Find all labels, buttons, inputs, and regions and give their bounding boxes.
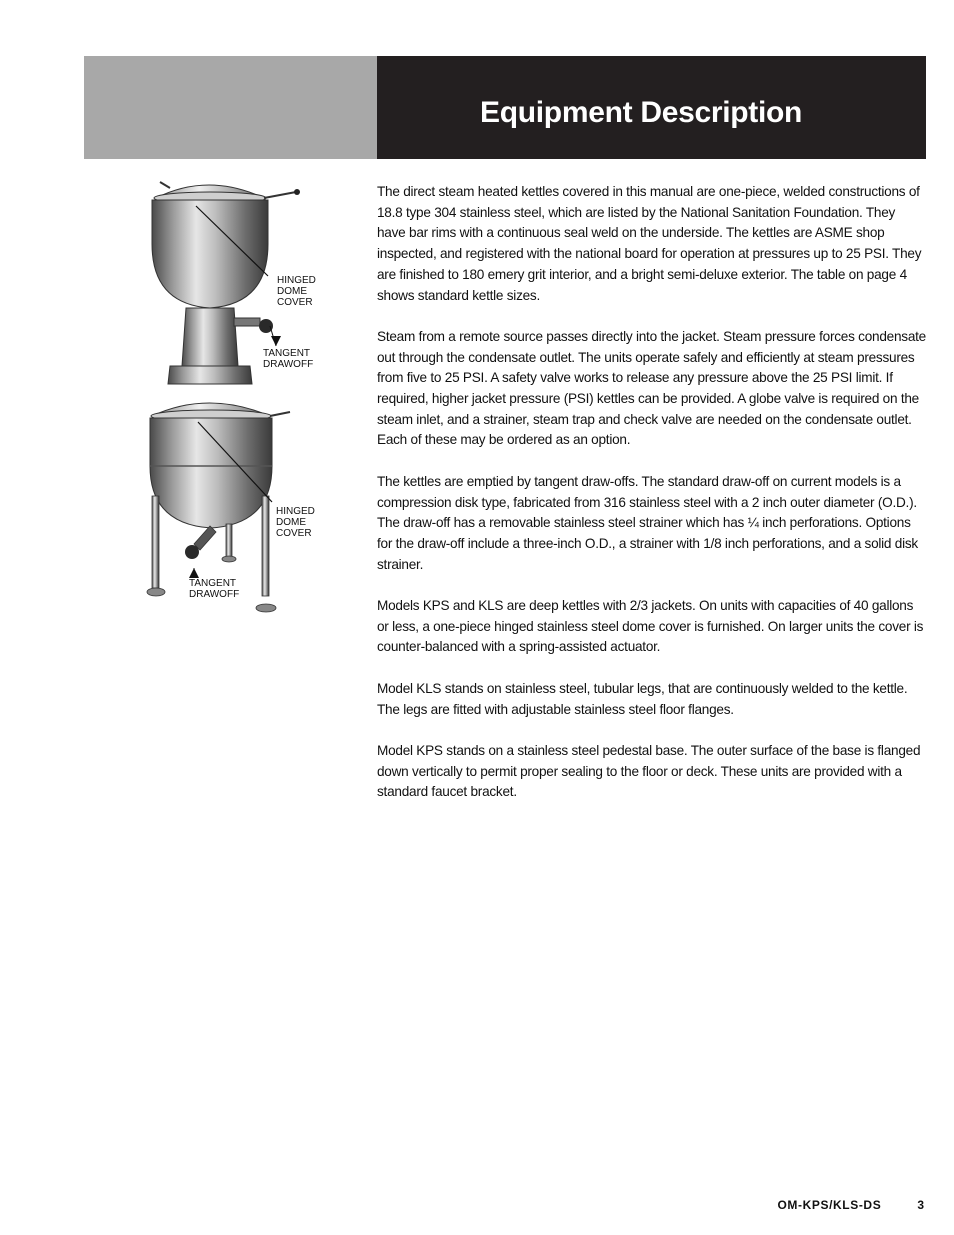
paragraph-kps: Model KPS stands on a stainless steel pedestal base. The outer surface of the base is flanged down vertically to permit proper sealing to the floor or deck. These units are provided with a standard faucet bracket. [377,742,921,800]
paragraph-kls: Model KLS stands on stainless steel, tubular legs, that are continuously welded to the kettle. The legs are fitted with adjustable stainless steel floor flanges. [377,680,908,717]
bottom-drawoff-label-line2: DRAWOFF [189,589,240,600]
bottom-cover-label-line3: COVER [276,528,312,539]
header-dark-band [377,56,926,159]
kettle-illustration [140,176,340,616]
kettle-figure [140,176,340,616]
header-gray-band [84,56,377,159]
top-drawoff-label-line1: TANGENT [263,348,311,359]
top-cover-label-line1: HINGED [277,275,316,286]
page-title: Equipment Description [480,96,803,129]
paragraph-construction: The direct steam heated kettles covered in this manual are one-piece, welded constructions of 18.8 type 304 stainless steel, which are listed by the National Sanitation Foundation. They have bar rims with a continuous seal weld on the underside. The kettles are ASME shop inspected, and registered with the national board for operation at pressures up to 25 PSI. They are finished to 180 emery grit interior, and a bright semi-deluxe exterior. The table on page 4 shows standard kettle sizes. [377,184,922,303]
body-text [377,182,926,824]
page-footer [778,1198,925,1212]
bottom-cover-label-line1: HINGED [276,506,315,517]
paragraph-drawoff: The kettles are emptied by tangent draw-offs. The standard draw-off on current models is a compression disk type, fabricated from 316 stainless steel with a 2 inch outer diameter (O.D.). The draw-off has a removable stainless steel strainer which has ¼ inch perforations. Options for the draw-off include a three-inch O.D., a strainer with 1/8 inch perforations, and a solid disk strainer. [377,473,918,572]
bottom-drawoff-label-line1: TANGENT [189,578,237,589]
page-number: 3 [917,1198,924,1212]
top-cover-label-line2: DOME [277,286,307,297]
top-drawoff-label-line2: DRAWOFF [263,359,314,370]
paragraph-steam: Steam from a remote source passes directly into the jacket. Steam pressure forces condensate out through the condensate outlet. The units operate safely and efficiently at steam pressures from five to 25 PSI. A safety valve works to release any pressure above the 25 PSI limit. If required, higher jacket pressure (PSI) kettles can be provided. A globe valve is required on the steam inlet, and a strainer, steam trap and check valve are needed on the condensate outlet. Each of these may be ordered as an option. [377,328,926,448]
document-id: OM-KPS/KLS-DS [777,1198,882,1212]
paragraph-models: Models KPS and KLS are deep kettles with 2/3 jackets. On units with capacities of 40 gallons or less, a one-piece hinged stainless steel dome cover is furnished. On larger units the cover is counter-balanced with a spring-assisted actuator. [377,598,924,655]
top-cover-label-line3: COVER [277,297,313,308]
bottom-cover-label-line2: DOME [276,517,306,528]
